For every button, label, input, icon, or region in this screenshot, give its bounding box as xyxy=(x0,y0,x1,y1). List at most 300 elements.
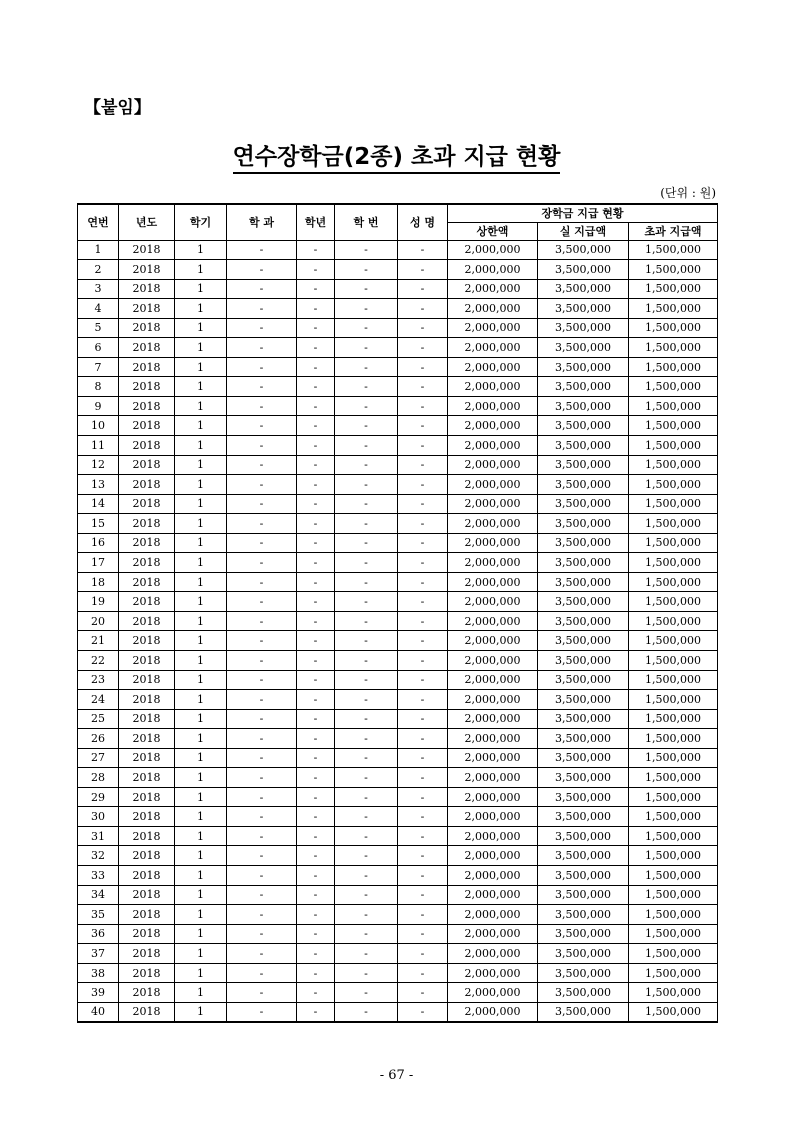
cell-student-id: - xyxy=(335,1002,398,1022)
cell-no: 36 xyxy=(78,924,119,944)
table-row xyxy=(78,299,718,319)
cell-no: 35 xyxy=(78,905,119,925)
cell-year: 2018 xyxy=(119,475,175,495)
cell-student-id: - xyxy=(335,533,398,553)
cell-limit: 2,000,000 xyxy=(448,338,538,358)
cell-name: - xyxy=(398,357,448,377)
cell-excess: 1,500,000 xyxy=(629,690,718,710)
cell-no: 14 xyxy=(78,494,119,514)
cell-no: 31 xyxy=(78,826,119,846)
cell-name: - xyxy=(398,260,448,280)
cell-actual: 3,500,000 xyxy=(538,357,629,377)
cell-student-id: - xyxy=(335,318,398,338)
cell-semester: 1 xyxy=(175,240,227,260)
cell-actual: 3,500,000 xyxy=(538,514,629,534)
cell-limit: 2,000,000 xyxy=(448,592,538,612)
cell-limit: 2,000,000 xyxy=(448,475,538,495)
cell-no: 4 xyxy=(78,299,119,319)
cell-year: 2018 xyxy=(119,318,175,338)
cell-grade: - xyxy=(297,611,335,631)
table-row xyxy=(78,826,718,846)
cell-name: - xyxy=(398,396,448,416)
cell-student-id: - xyxy=(335,611,398,631)
cell-grade: - xyxy=(297,631,335,651)
attachment-label: 【붙임】 xyxy=(84,98,151,118)
cell-student-id: - xyxy=(335,807,398,827)
cell-name: - xyxy=(398,709,448,729)
table-row xyxy=(78,396,718,416)
cell-grade: - xyxy=(297,318,335,338)
cell-semester: 1 xyxy=(175,1002,227,1022)
cell-no: 3 xyxy=(78,279,119,299)
cell-no: 19 xyxy=(78,592,119,612)
cell-grade: - xyxy=(297,924,335,944)
cell-excess: 1,500,000 xyxy=(629,435,718,455)
cell-department: - xyxy=(227,748,297,768)
cell-year: 2018 xyxy=(119,396,175,416)
cell-year: 2018 xyxy=(119,690,175,710)
cell-actual: 3,500,000 xyxy=(538,670,629,690)
table-row xyxy=(78,494,718,514)
cell-grade: - xyxy=(297,475,335,495)
cell-semester: 1 xyxy=(175,592,227,612)
cell-limit: 2,000,000 xyxy=(448,455,538,475)
cell-excess: 1,500,000 xyxy=(629,787,718,807)
cell-limit: 2,000,000 xyxy=(448,670,538,690)
table-row xyxy=(78,279,718,299)
cell-actual: 3,500,000 xyxy=(538,866,629,886)
cell-grade: - xyxy=(297,670,335,690)
cell-excess: 1,500,000 xyxy=(629,944,718,964)
cell-actual: 3,500,000 xyxy=(538,631,629,651)
cell-name: - xyxy=(398,885,448,905)
cell-excess: 1,500,000 xyxy=(629,416,718,436)
cell-no: 11 xyxy=(78,435,119,455)
cell-department: - xyxy=(227,787,297,807)
cell-no: 32 xyxy=(78,846,119,866)
cell-limit: 2,000,000 xyxy=(448,416,538,436)
cell-no: 27 xyxy=(78,748,119,768)
cell-year: 2018 xyxy=(119,709,175,729)
cell-limit: 2,000,000 xyxy=(448,318,538,338)
cell-name: - xyxy=(398,748,448,768)
cell-year: 2018 xyxy=(119,611,175,631)
cell-name: - xyxy=(398,650,448,670)
cell-grade: - xyxy=(297,396,335,416)
table-row xyxy=(78,533,718,553)
cell-excess: 1,500,000 xyxy=(629,768,718,788)
cell-student-id: - xyxy=(335,944,398,964)
cell-student-id: - xyxy=(335,592,398,612)
cell-actual: 3,500,000 xyxy=(538,396,629,416)
cell-grade: - xyxy=(297,885,335,905)
cell-excess: 1,500,000 xyxy=(629,1002,718,1022)
cell-grade: - xyxy=(297,983,335,1003)
cell-limit: 2,000,000 xyxy=(448,279,538,299)
cell-no: 39 xyxy=(78,983,119,1003)
cell-year: 2018 xyxy=(119,299,175,319)
cell-limit: 2,000,000 xyxy=(448,924,538,944)
table-row xyxy=(78,748,718,768)
table-row xyxy=(78,768,718,788)
cell-year: 2018 xyxy=(119,650,175,670)
cell-excess: 1,500,000 xyxy=(629,514,718,534)
cell-excess: 1,500,000 xyxy=(629,279,718,299)
cell-name: - xyxy=(398,670,448,690)
cell-grade: - xyxy=(297,1002,335,1022)
cell-grade: - xyxy=(297,338,335,358)
cell-department: - xyxy=(227,611,297,631)
cell-department: - xyxy=(227,592,297,612)
cell-excess: 1,500,000 xyxy=(629,826,718,846)
cell-limit: 2,000,000 xyxy=(448,768,538,788)
table-row xyxy=(78,905,718,925)
cell-semester: 1 xyxy=(175,944,227,964)
cell-excess: 1,500,000 xyxy=(629,338,718,358)
cell-excess: 1,500,000 xyxy=(629,866,718,886)
cell-year: 2018 xyxy=(119,631,175,651)
cell-limit: 2,000,000 xyxy=(448,1002,538,1022)
cell-semester: 1 xyxy=(175,650,227,670)
cell-department: - xyxy=(227,416,297,436)
cell-excess: 1,500,000 xyxy=(629,963,718,983)
cell-grade: - xyxy=(297,494,335,514)
cell-excess: 1,500,000 xyxy=(629,592,718,612)
cell-student-id: - xyxy=(335,690,398,710)
cell-no: 21 xyxy=(78,631,119,651)
cell-limit: 2,000,000 xyxy=(448,846,538,866)
cell-semester: 1 xyxy=(175,787,227,807)
cell-excess: 1,500,000 xyxy=(629,494,718,514)
cell-student-id: - xyxy=(335,338,398,358)
cell-name: - xyxy=(398,416,448,436)
cell-department: - xyxy=(227,650,297,670)
cell-grade: - xyxy=(297,905,335,925)
cell-no: 34 xyxy=(78,885,119,905)
cell-student-id: - xyxy=(335,240,398,260)
cell-actual: 3,500,000 xyxy=(538,885,629,905)
cell-excess: 1,500,000 xyxy=(629,357,718,377)
cell-year: 2018 xyxy=(119,924,175,944)
table-row xyxy=(78,514,718,534)
cell-limit: 2,000,000 xyxy=(448,494,538,514)
cell-name: - xyxy=(398,435,448,455)
table-row xyxy=(78,983,718,1003)
cell-semester: 1 xyxy=(175,455,227,475)
cell-year: 2018 xyxy=(119,357,175,377)
cell-limit: 2,000,000 xyxy=(448,748,538,768)
cell-actual: 3,500,000 xyxy=(538,768,629,788)
cell-no: 12 xyxy=(78,455,119,475)
table-row xyxy=(78,338,718,358)
cell-department: - xyxy=(227,572,297,592)
cell-actual: 3,500,000 xyxy=(538,455,629,475)
cell-limit: 2,000,000 xyxy=(448,709,538,729)
cell-excess: 1,500,000 xyxy=(629,318,718,338)
cell-actual: 3,500,000 xyxy=(538,475,629,495)
col-header-limit: 상한액 xyxy=(448,222,538,240)
cell-semester: 1 xyxy=(175,435,227,455)
cell-department: - xyxy=(227,924,297,944)
cell-grade: - xyxy=(297,240,335,260)
cell-semester: 1 xyxy=(175,729,227,749)
cell-actual: 3,500,000 xyxy=(538,260,629,280)
cell-excess: 1,500,000 xyxy=(629,475,718,495)
cell-actual: 3,500,000 xyxy=(538,944,629,964)
cell-student-id: - xyxy=(335,885,398,905)
cell-semester: 1 xyxy=(175,475,227,495)
cell-student-id: - xyxy=(335,572,398,592)
cell-actual: 3,500,000 xyxy=(538,299,629,319)
cell-name: - xyxy=(398,299,448,319)
cell-department: - xyxy=(227,514,297,534)
cell-name: - xyxy=(398,924,448,944)
scholarship-table xyxy=(77,203,718,1023)
cell-limit: 2,000,000 xyxy=(448,435,538,455)
cell-semester: 1 xyxy=(175,670,227,690)
cell-name: - xyxy=(398,807,448,827)
cell-no: 2 xyxy=(78,260,119,280)
cell-semester: 1 xyxy=(175,807,227,827)
cell-limit: 2,000,000 xyxy=(448,611,538,631)
cell-actual: 3,500,000 xyxy=(538,963,629,983)
cell-department: - xyxy=(227,240,297,260)
cell-semester: 1 xyxy=(175,885,227,905)
cell-excess: 1,500,000 xyxy=(629,299,718,319)
cell-excess: 1,500,000 xyxy=(629,670,718,690)
cell-no: 15 xyxy=(78,514,119,534)
cell-student-id: - xyxy=(335,826,398,846)
cell-student-id: - xyxy=(335,787,398,807)
cell-year: 2018 xyxy=(119,944,175,964)
cell-no: 9 xyxy=(78,396,119,416)
cell-name: - xyxy=(398,611,448,631)
cell-department: - xyxy=(227,690,297,710)
cell-student-id: - xyxy=(335,631,398,651)
cell-department: - xyxy=(227,905,297,925)
cell-semester: 1 xyxy=(175,357,227,377)
cell-excess: 1,500,000 xyxy=(629,611,718,631)
cell-semester: 1 xyxy=(175,748,227,768)
cell-department: - xyxy=(227,983,297,1003)
cell-year: 2018 xyxy=(119,435,175,455)
cell-excess: 1,500,000 xyxy=(629,924,718,944)
cell-department: - xyxy=(227,318,297,338)
cell-year: 2018 xyxy=(119,983,175,1003)
cell-semester: 1 xyxy=(175,572,227,592)
cell-semester: 1 xyxy=(175,846,227,866)
table-row xyxy=(78,240,718,260)
page-title-text: 연수장학금(2종) 초과 지급 현황 xyxy=(233,144,561,174)
cell-year: 2018 xyxy=(119,1002,175,1022)
cell-year: 2018 xyxy=(119,768,175,788)
table-row xyxy=(78,260,718,280)
cell-grade: - xyxy=(297,787,335,807)
cell-year: 2018 xyxy=(119,455,175,475)
cell-student-id: - xyxy=(335,905,398,925)
cell-actual: 3,500,000 xyxy=(538,1002,629,1022)
cell-year: 2018 xyxy=(119,592,175,612)
cell-department: - xyxy=(227,357,297,377)
cell-grade: - xyxy=(297,357,335,377)
table-header xyxy=(78,204,718,240)
cell-no: 24 xyxy=(78,690,119,710)
cell-excess: 1,500,000 xyxy=(629,260,718,280)
unit-note: (단위 : 원) xyxy=(660,186,716,200)
cell-student-id: - xyxy=(335,260,398,280)
cell-excess: 1,500,000 xyxy=(629,396,718,416)
cell-limit: 2,000,000 xyxy=(448,866,538,886)
cell-grade: - xyxy=(297,846,335,866)
cell-actual: 3,500,000 xyxy=(538,650,629,670)
cell-student-id: - xyxy=(335,709,398,729)
col-group-header-payment: 장학금 지급 현황 xyxy=(448,204,718,222)
cell-no: 18 xyxy=(78,572,119,592)
cell-semester: 1 xyxy=(175,338,227,358)
cell-department: - xyxy=(227,338,297,358)
cell-no: 13 xyxy=(78,475,119,495)
cell-department: - xyxy=(227,455,297,475)
cell-name: - xyxy=(398,846,448,866)
cell-limit: 2,000,000 xyxy=(448,650,538,670)
cell-year: 2018 xyxy=(119,846,175,866)
cell-excess: 1,500,000 xyxy=(629,846,718,866)
table-row xyxy=(78,650,718,670)
cell-name: - xyxy=(398,631,448,651)
cell-name: - xyxy=(398,963,448,983)
cell-name: - xyxy=(398,475,448,495)
cell-year: 2018 xyxy=(119,416,175,436)
cell-limit: 2,000,000 xyxy=(448,260,538,280)
cell-grade: - xyxy=(297,807,335,827)
cell-year: 2018 xyxy=(119,729,175,749)
cell-student-id: - xyxy=(335,768,398,788)
table-row xyxy=(78,944,718,964)
cell-department: - xyxy=(227,846,297,866)
cell-semester: 1 xyxy=(175,905,227,925)
cell-year: 2018 xyxy=(119,963,175,983)
cell-no: 8 xyxy=(78,377,119,397)
cell-semester: 1 xyxy=(175,709,227,729)
cell-name: - xyxy=(398,826,448,846)
page-title xyxy=(0,138,793,171)
cell-grade: - xyxy=(297,729,335,749)
cell-limit: 2,000,000 xyxy=(448,514,538,534)
cell-year: 2018 xyxy=(119,807,175,827)
col-header-student-id: 학 번 xyxy=(335,204,398,240)
cell-semester: 1 xyxy=(175,514,227,534)
cell-no: 26 xyxy=(78,729,119,749)
cell-no: 25 xyxy=(78,709,119,729)
cell-department: - xyxy=(227,279,297,299)
cell-name: - xyxy=(398,905,448,925)
cell-semester: 1 xyxy=(175,279,227,299)
cell-excess: 1,500,000 xyxy=(629,377,718,397)
cell-excess: 1,500,000 xyxy=(629,650,718,670)
cell-name: - xyxy=(398,572,448,592)
cell-actual: 3,500,000 xyxy=(538,690,629,710)
cell-year: 2018 xyxy=(119,494,175,514)
cell-department: - xyxy=(227,885,297,905)
cell-year: 2018 xyxy=(119,240,175,260)
table-row xyxy=(78,318,718,338)
cell-limit: 2,000,000 xyxy=(448,533,538,553)
cell-department: - xyxy=(227,260,297,280)
cell-limit: 2,000,000 xyxy=(448,631,538,651)
table-row xyxy=(78,455,718,475)
cell-grade: - xyxy=(297,592,335,612)
cell-limit: 2,000,000 xyxy=(448,357,538,377)
cell-semester: 1 xyxy=(175,377,227,397)
table-row xyxy=(78,1002,718,1022)
cell-grade: - xyxy=(297,709,335,729)
cell-actual: 3,500,000 xyxy=(538,338,629,358)
cell-student-id: - xyxy=(335,650,398,670)
cell-year: 2018 xyxy=(119,748,175,768)
cell-department: - xyxy=(227,866,297,886)
table-row xyxy=(78,846,718,866)
cell-department: - xyxy=(227,631,297,651)
cell-student-id: - xyxy=(335,299,398,319)
cell-no: 37 xyxy=(78,944,119,964)
cell-no: 23 xyxy=(78,670,119,690)
cell-semester: 1 xyxy=(175,416,227,436)
cell-no: 29 xyxy=(78,787,119,807)
cell-semester: 1 xyxy=(175,924,227,944)
cell-semester: 1 xyxy=(175,396,227,416)
cell-year: 2018 xyxy=(119,338,175,358)
cell-limit: 2,000,000 xyxy=(448,963,538,983)
cell-actual: 3,500,000 xyxy=(538,533,629,553)
col-header-year: 년도 xyxy=(119,204,175,240)
cell-actual: 3,500,000 xyxy=(538,416,629,436)
cell-year: 2018 xyxy=(119,866,175,886)
cell-no: 33 xyxy=(78,866,119,886)
cell-name: - xyxy=(398,240,448,260)
cell-grade: - xyxy=(297,435,335,455)
cell-excess: 1,500,000 xyxy=(629,240,718,260)
table-row xyxy=(78,416,718,436)
cell-limit: 2,000,000 xyxy=(448,944,538,964)
table-row xyxy=(78,592,718,612)
cell-semester: 1 xyxy=(175,866,227,886)
cell-year: 2018 xyxy=(119,572,175,592)
cell-name: - xyxy=(398,455,448,475)
col-header-department: 학 과 xyxy=(227,204,297,240)
table-row xyxy=(78,553,718,573)
cell-semester: 1 xyxy=(175,318,227,338)
cell-actual: 3,500,000 xyxy=(538,611,629,631)
col-header-excess: 초과 지급액 xyxy=(629,222,718,240)
cell-limit: 2,000,000 xyxy=(448,690,538,710)
cell-no: 28 xyxy=(78,768,119,788)
cell-name: - xyxy=(398,944,448,964)
cell-grade: - xyxy=(297,299,335,319)
cell-no: 7 xyxy=(78,357,119,377)
col-header-name: 성 명 xyxy=(398,204,448,240)
cell-name: - xyxy=(398,768,448,788)
page-number: - 67 - xyxy=(379,1068,414,1083)
cell-student-id: - xyxy=(335,866,398,886)
cell-actual: 3,500,000 xyxy=(538,435,629,455)
cell-grade: - xyxy=(297,455,335,475)
cell-department: - xyxy=(227,807,297,827)
cell-year: 2018 xyxy=(119,514,175,534)
cell-semester: 1 xyxy=(175,299,227,319)
cell-grade: - xyxy=(297,553,335,573)
table-row xyxy=(78,572,718,592)
cell-no: 17 xyxy=(78,553,119,573)
